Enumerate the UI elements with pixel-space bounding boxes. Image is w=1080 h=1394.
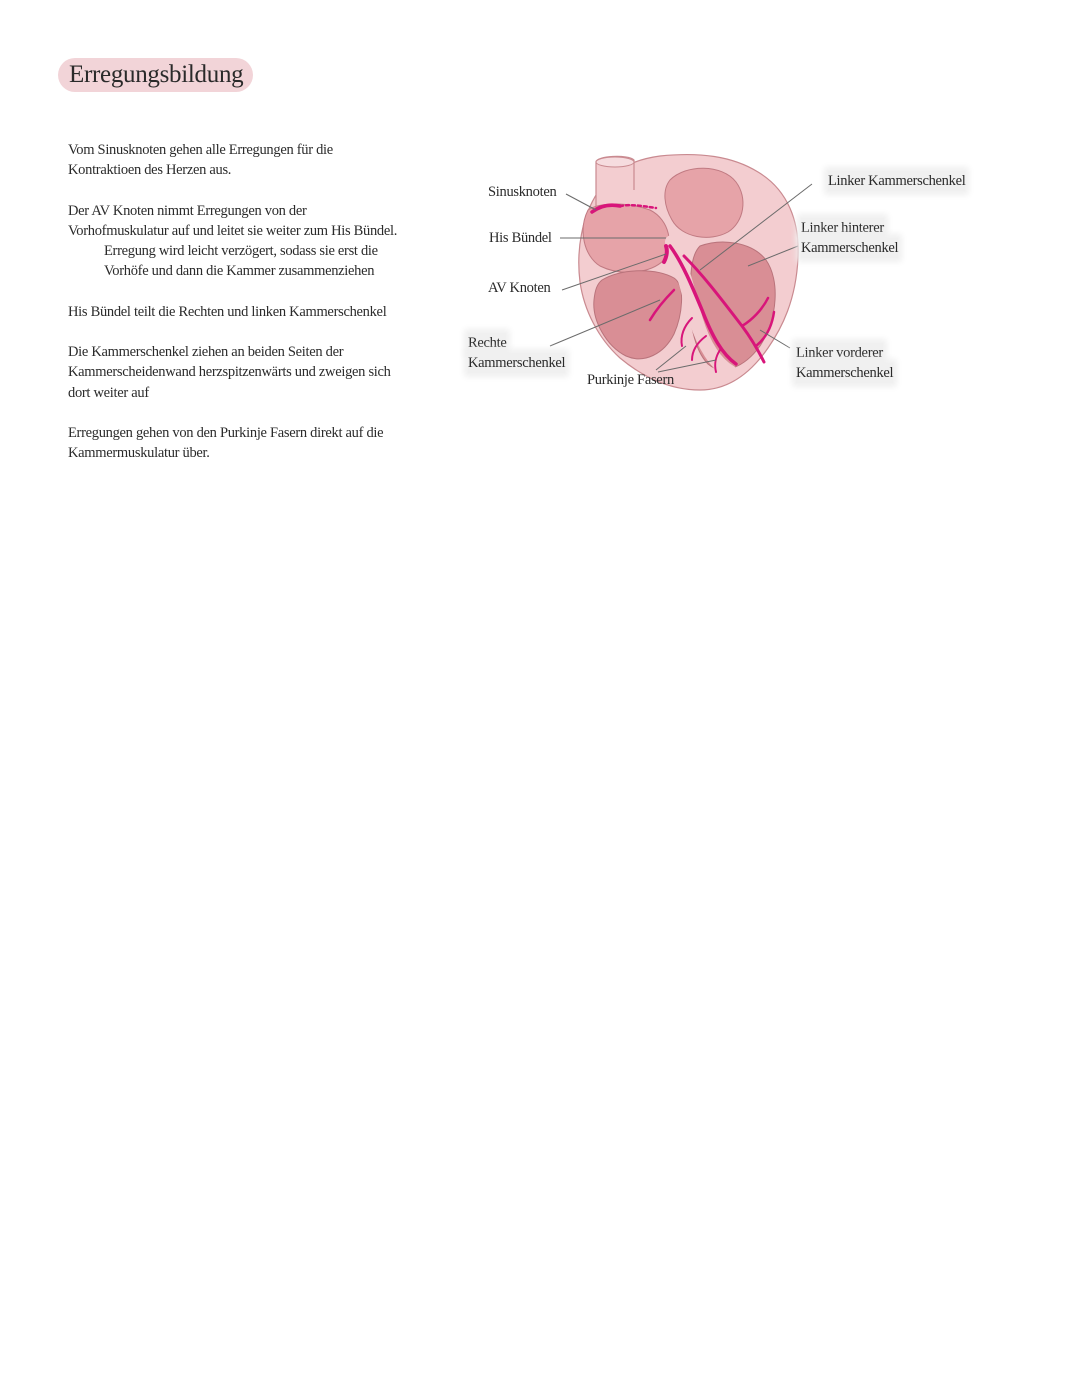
label-rechte-kammerschenkel-2: Kammerschenkel xyxy=(468,355,566,371)
paragraph-his-buendel: His Bündel teilt die Rechten und linken Kammerschenkel xyxy=(68,303,387,320)
heart-conduction-figure xyxy=(460,150,990,410)
body-text xyxy=(68,140,428,484)
label-rechte-kammerschenkel-1: Rechte xyxy=(468,335,507,351)
label-purkinje-fasern: Purkinje Fasern xyxy=(587,372,674,388)
label-linker-kammerschenkel: Linker Kammerschenkel xyxy=(828,173,966,189)
paragraph-kammerschenkel: Die Kammerschenkel ziehen an beiden Seiten der Kammerscheidenwand herzspitzenwärts und zweigen sich dort weiter auf xyxy=(68,344,391,401)
left-atrium xyxy=(665,168,743,237)
aorta-opening xyxy=(596,157,634,167)
label-linker-vorderer-1: Linker vorderer xyxy=(796,345,883,361)
paragraph-sinusknoten: Vom Sinusknoten gehen alle Erregungen für die Kontraktioen des Herzen aus. xyxy=(68,142,333,179)
page-title: Erregungsbildung xyxy=(58,58,253,92)
label-av-knoten: AV Knoten xyxy=(488,280,551,296)
label-linker-hinterer-2: Kammerschenkel xyxy=(801,240,899,256)
paragraph-av-knoten: Der AV Knoten nimmt Erregungen von der Vorhofmuskulatur auf und leitet sie weiter zum His Bündel. Erregung wird leicht verzögert, sodass sie erst die Vorhöfe und dann die Kammer zusammenziehen xyxy=(68,202,398,280)
label-linker-hinterer-1: Linker hinterer xyxy=(801,220,884,236)
label-sinusknoten: Sinusknoten xyxy=(488,184,557,200)
label-linker-vorderer-2: Kammerschenkel xyxy=(796,365,894,381)
paragraph-purkinje: Erregungen gehen von den Purkinje Fasern direkt auf die Kammermuskulatur über. xyxy=(68,424,384,462)
label-his-buendel: His Bündel xyxy=(489,230,552,246)
